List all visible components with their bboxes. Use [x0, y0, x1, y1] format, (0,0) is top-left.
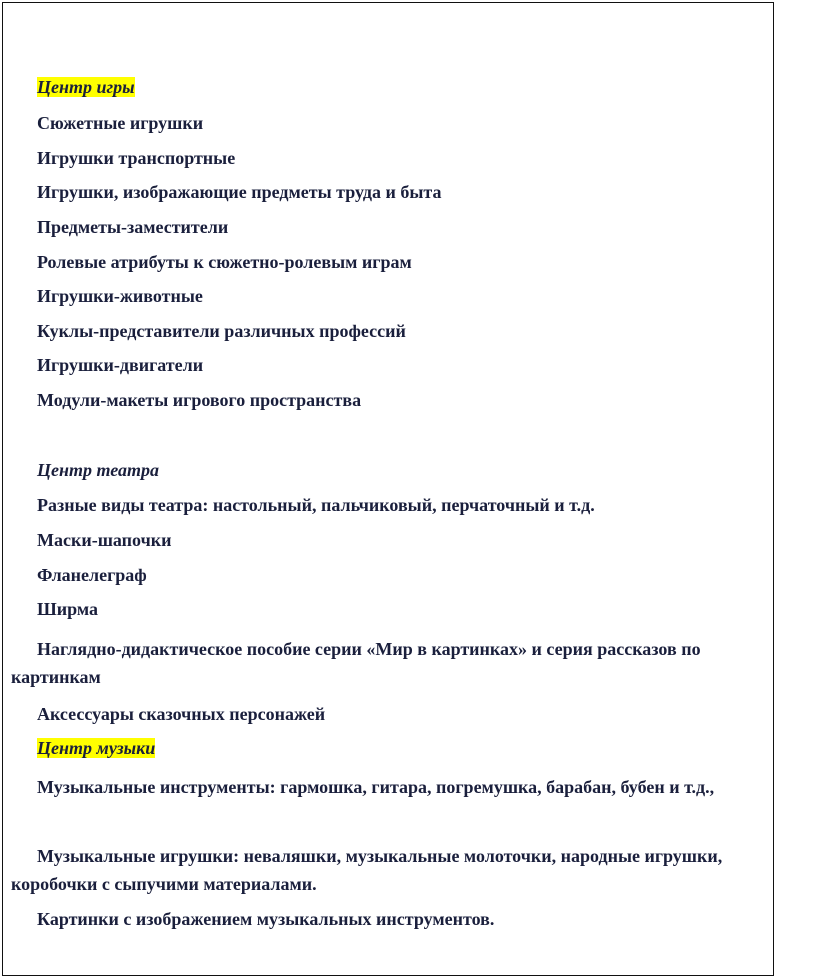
list-item: Музыкальные игрушки: неваляшки, музыкальные молоточки, народные игрушки, коробочки с сыпучими материалами.	[11, 846, 723, 894]
list-item: Модули-макеты игрового пространства	[37, 390, 362, 410]
list-item: Сюжетные игрушки	[37, 113, 204, 133]
heading-highlight: Центр музыки	[37, 738, 156, 758]
list-item: Разные виды театра: настольный, пальчиковый, перчаточный и т.д.	[37, 495, 595, 515]
section-heading-music	[37, 737, 155, 759]
list-item: Наглядно-дидактическое пособие серии «Мир в картинках» и серия рассказов по картинкам	[11, 639, 701, 687]
list-item: Игрушки транспортные	[37, 148, 236, 168]
list-item: Ширма	[37, 599, 99, 619]
list-item: Фланелеграф	[37, 565, 147, 585]
list-item: Куклы-представители различных профессий	[37, 321, 406, 341]
list-item: Игрушки, изображающие предметы труда и быта	[37, 182, 442, 202]
heading-highlight: Центр игры	[37, 77, 135, 97]
list-item: Предметы-заместители	[37, 217, 229, 237]
list-item: Игрушки-двигатели	[37, 355, 204, 375]
list-item: Музыкальные инструменты: гармошка, гитара, погремушка, барабан, бубен и т.д.,	[37, 777, 715, 797]
list-item: Игрушки-животные	[37, 286, 203, 306]
section-heading-play	[37, 76, 135, 98]
section-heading-theatre: Центр театра	[37, 460, 160, 480]
list-item: Аксессуары сказочных персонажей	[37, 704, 326, 724]
list-item: Маски-шапочки	[37, 530, 172, 550]
list-item: Ролевые атрибуты к сюжетно-ролевым играм	[37, 252, 412, 272]
list-item: Картинки с изображением музыкальных инструментов.	[37, 909, 495, 929]
